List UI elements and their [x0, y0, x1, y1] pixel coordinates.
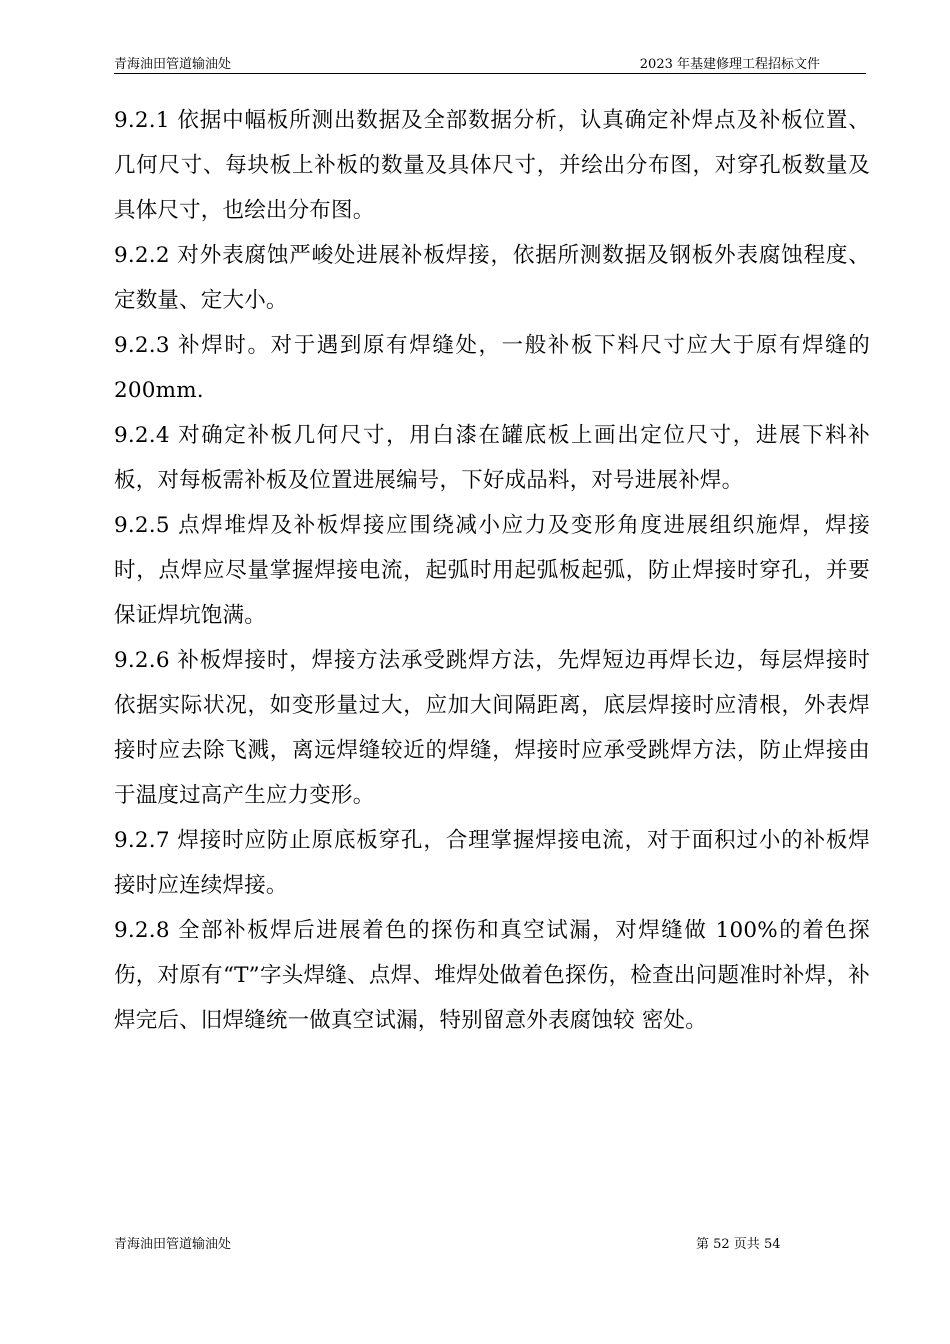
- page-number: 第 52 页共 54: [696, 1237, 781, 1252]
- paragraph-9-2-3: 9.2.3 补焊时。对于遇到原有焊缝处，一般补板下料尺寸应大于原有焊缝的 200mm.: [114, 333, 870, 403]
- header-organization: 青海油田管道输油处: [114, 57, 232, 72]
- page-header: [114, 56, 866, 74]
- paragraph-9-2-8: 9.2.8 全部补板焊后进展着色的探伤和真空试漏，对焊缝做 100%的着色探伤，对原有“T”字头焊缝、点焊、堆焊处做着色探伤，检查出问题准时补焊，补焊完后、旧焊缝统一做真空试漏，特别留意外表腐蚀较 密处。: [114, 918, 870, 1033]
- paragraph-9-2-1: 9.2.1 依据中幅板所测出数据及全部数据分析，认真确定补焊点及补板位置、几何尺寸、每块板上补板的数量及具体尺寸，并绘出分布图，对穿孔板数量及具体尺寸，也绘出分布图。: [114, 108, 870, 223]
- paragraph-9-2-7: 9.2.7 焊接时应防止原底板穿孔，合理掌握焊接电流，对于面积过小的补板焊接时应连续焊接。: [114, 828, 870, 898]
- header-document-title: 2023 年基建修理工程招标文件: [639, 57, 820, 72]
- paragraph-9-2-6: 9.2.6 补板焊接时，焊接方法承受跳焊方法，先焊短边再焊长边，每层焊接时依据实际状况，如变形量过大，应加大间隔距离，底层焊接时应清根，外表焊接时应去除飞溅，离远焊缝较近的焊缝，焊接时应承受跳焊方法，防止焊接由于温度过高产生应力变形。: [114, 648, 870, 808]
- paragraph-9-2-2: 9.2.2 对外表腐蚀严峻处进展补板焊接，依据所测数据及钢板外表腐蚀程度、定数量、定大小。: [114, 243, 870, 313]
- paragraph-9-2-4: 9.2.4 对确定补板几何尺寸，用白漆在罐底板上画出定位尺寸，进展下料补板，对每板需补板及位置进展编号，下好成品料，对号进展补焊。: [114, 423, 870, 493]
- footer-organization: 青海油田管道输油处: [114, 1237, 232, 1252]
- paragraph-9-2-5: 9.2.5 点焊堆焊及补板焊接应围绕减小应力及变形角度进展组织施焊，焊接时，点焊应尽量掌握焊接电流，起弧时用起弧板起弧，防止焊接时穿孔，并要保证焊坑饱满。: [114, 513, 870, 628]
- document-body: [114, 98, 870, 1043]
